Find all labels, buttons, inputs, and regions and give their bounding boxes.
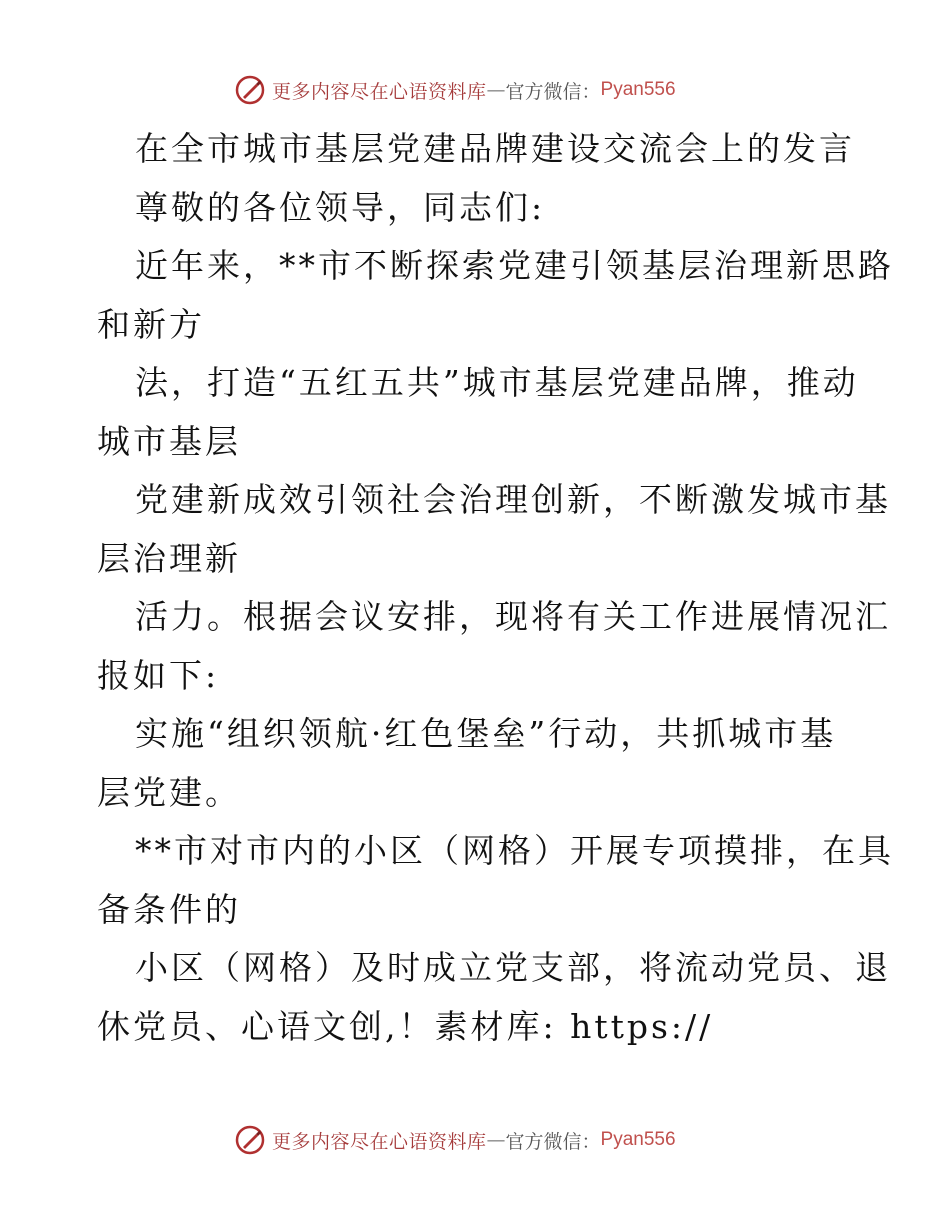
paragraph-line: 党建新成效引领社会治理创新，不断激发城市基: [135, 480, 891, 519]
salutation: 尊敬的各位领导，同志们:: [135, 187, 546, 227]
paragraph-line: 报如下:: [97, 655, 220, 695]
watermark-wechat-id: Pyan556: [600, 1129, 676, 1150]
watermark-brand-text: 更多内容尽在心语资料库: [272, 80, 487, 103]
paragraph-line: 活力。根据会议安排，现将有关工作进展情况汇: [135, 597, 891, 636]
paragraph-line: 近年来，**市不断探索党建引领基层治理新思路: [135, 246, 894, 285]
paragraph-line: 休党员、心语文创,！素材库: https://: [97, 1006, 714, 1046]
watermark-official-label: 官方微信：: [505, 80, 601, 103]
section-heading: 实施“组织领航·红色堡垒”行动，共抓城市基: [135, 714, 837, 753]
paragraph-line: 小区（网格）及时成立党支部，将流动党员、退: [135, 948, 891, 987]
paragraph-line: 层治理新: [97, 538, 241, 578]
footer-watermark: [234, 1122, 676, 1158]
paragraph-line: 法，打造“五红五共”城市基层党建品牌，推动: [135, 363, 859, 402]
watermark-wechat-id: Pyan556: [600, 79, 676, 100]
header-watermark: [234, 72, 676, 108]
section-heading: 层党建。: [97, 772, 241, 812]
paragraph-line: 备条件的: [97, 889, 241, 929]
document-title: 在全市城市基层党建品牌建设交流会上的发言: [135, 129, 855, 168]
quill-pen-logo-icon: [234, 74, 266, 106]
paragraph-line: **市对市内的小区（网格）开展专项摸排，在具: [135, 831, 894, 870]
watermark-separator: —: [486, 79, 506, 101]
watermark-official-label: 官方微信：: [505, 1130, 601, 1153]
quill-pen-logo-icon: [234, 1124, 266, 1156]
paragraph-line: 城市基层: [97, 421, 241, 461]
paragraph-line: 和新方: [97, 304, 205, 344]
document-body: [97, 120, 894, 1056]
watermark-separator: —: [486, 1129, 506, 1151]
watermark-brand-text: 更多内容尽在心语资料库: [272, 1130, 487, 1153]
